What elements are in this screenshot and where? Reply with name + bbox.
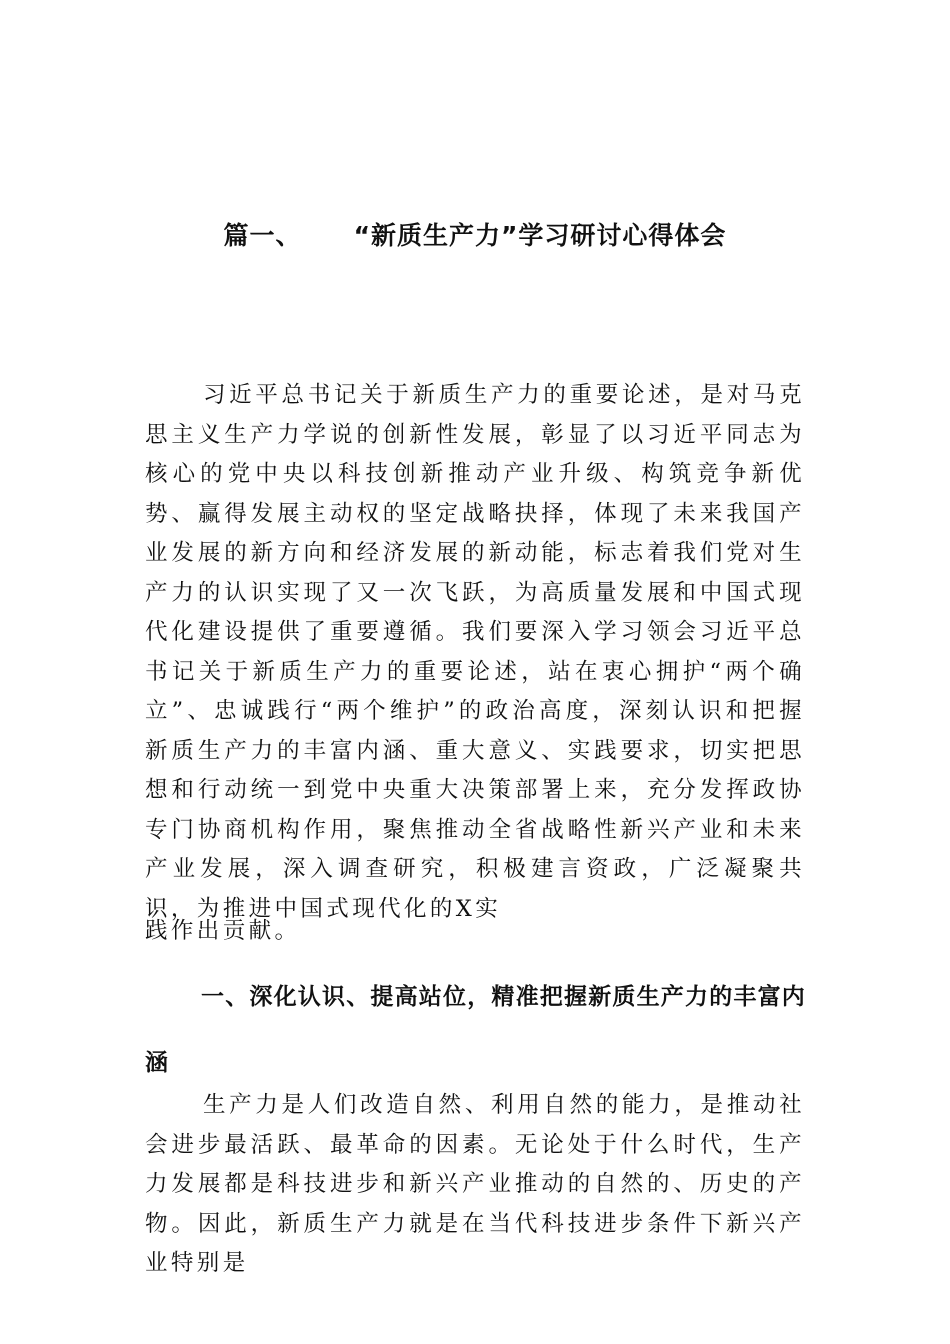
section-1-paragraph: 生产力是人们改造自然、利用自然的能力，是推动社会进步最活跃、最革命的因素。无论处于什么时代，生产力发展都是科技进步和新兴产业推动的自然的、历史的产物。因此，新质生产力就是在当代科技进步条件下新兴产业特别是	[145, 1092, 805, 1276]
intro-paragraph: 习近平总书记关于新质生产力的重要论述，是对马克思主义生产力学说的创新性发展，彰显了以习近平同志为核心的党中央以科技创新推动产业升级、构筑竞争新优势、赢得发展主动权的坚定战略抉择，体现了未来我国产业发展的新方向和经济发展的新动能，标志着我们党对生产力的认识实现了又一次飞跃，为高质量发展和中国式现代化建设提供了重要遵循。我们要深入学习领会习近平总书记关于新质生产力的重要论述，站在衷心拥护“两个确立”、忠诚践行“两个维护”的政治高度，深刻认识和把握新质生产力的丰富内涵、重大意义、实践要求，切实把思想和行动统一到党中央重大决策部署上来，充分发挥政协专门协商机构作用，聚焦推动全省战略性新兴产业和未来产业发展，深入调查研究，积极建言资政，广泛凝聚共识，为推进中国式现代化的X实	[145, 382, 805, 922]
intro-paragraph-continuation: 践作出贡献。	[145, 918, 301, 944]
title-prefix: 篇一、	[223, 221, 302, 250]
section-heading-1: 一、深化认识、提高站位，精准把握新质生产力的丰富内涵	[145, 984, 806, 1076]
title-main: “新质生产力”学习研讨心得体会	[353, 221, 727, 250]
document-title	[0, 216, 950, 252]
